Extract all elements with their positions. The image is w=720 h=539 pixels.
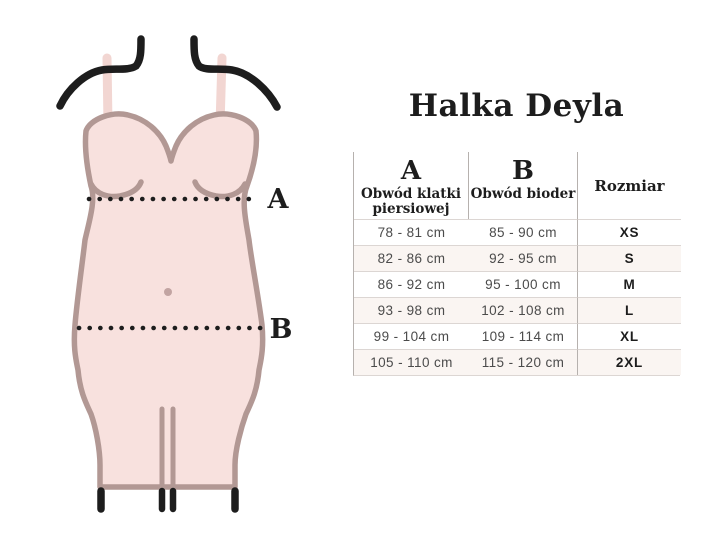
hem-tips bbox=[101, 491, 235, 509]
header-label-a: Obwód klatki piersiowej bbox=[361, 186, 461, 218]
cell-hip: 85 - 90 cm bbox=[469, 219, 578, 245]
slip-dress-drawing bbox=[0, 0, 340, 539]
cell-hip: 102 - 108 cm bbox=[469, 297, 578, 323]
cell-bust: 93 - 98 cm bbox=[354, 297, 469, 323]
cell-hip: 95 - 100 cm bbox=[469, 271, 578, 297]
right-shoulder-stroke bbox=[194, 39, 277, 107]
cell-size: L bbox=[578, 297, 681, 323]
cell-hip: 115 - 120 cm bbox=[469, 349, 578, 375]
cell-size: XS bbox=[578, 219, 681, 245]
cell-bust: 82 - 86 cm bbox=[354, 245, 469, 271]
cell-bust: 78 - 81 cm bbox=[354, 219, 469, 245]
shoulder-outline-strokes bbox=[60, 39, 277, 107]
cell-bust: 86 - 92 cm bbox=[354, 271, 469, 297]
cell-size: S bbox=[578, 245, 681, 271]
measure-label-a: A bbox=[267, 184, 289, 215]
slip-body bbox=[74, 114, 262, 487]
header-col-b bbox=[469, 152, 578, 219]
garment-illustration bbox=[0, 0, 340, 539]
cell-hip: 109 - 114 cm bbox=[469, 323, 578, 349]
cell-bust: 105 - 110 cm bbox=[354, 349, 469, 375]
header-letter-a: A bbox=[400, 156, 422, 186]
navel-dot bbox=[164, 288, 172, 296]
cell-hip: 92 - 95 cm bbox=[469, 245, 578, 271]
header-label-b: Obwód bioder bbox=[470, 186, 576, 203]
header-letter-b: B bbox=[512, 156, 534, 186]
cell-size: M bbox=[578, 271, 681, 297]
measure-label-b: B bbox=[269, 314, 293, 345]
left-shoulder-stroke bbox=[60, 39, 141, 106]
cell-size: 2XL bbox=[578, 349, 681, 375]
size-info-panel bbox=[353, 0, 680, 539]
header-col-a bbox=[354, 152, 469, 219]
cell-bust: 99 - 104 cm bbox=[354, 323, 469, 349]
size-table bbox=[353, 152, 680, 376]
header-col-size: Rozmiar bbox=[594, 176, 665, 195]
cell-size: XL bbox=[578, 323, 681, 349]
product-title: Halka Deyla bbox=[408, 88, 625, 124]
